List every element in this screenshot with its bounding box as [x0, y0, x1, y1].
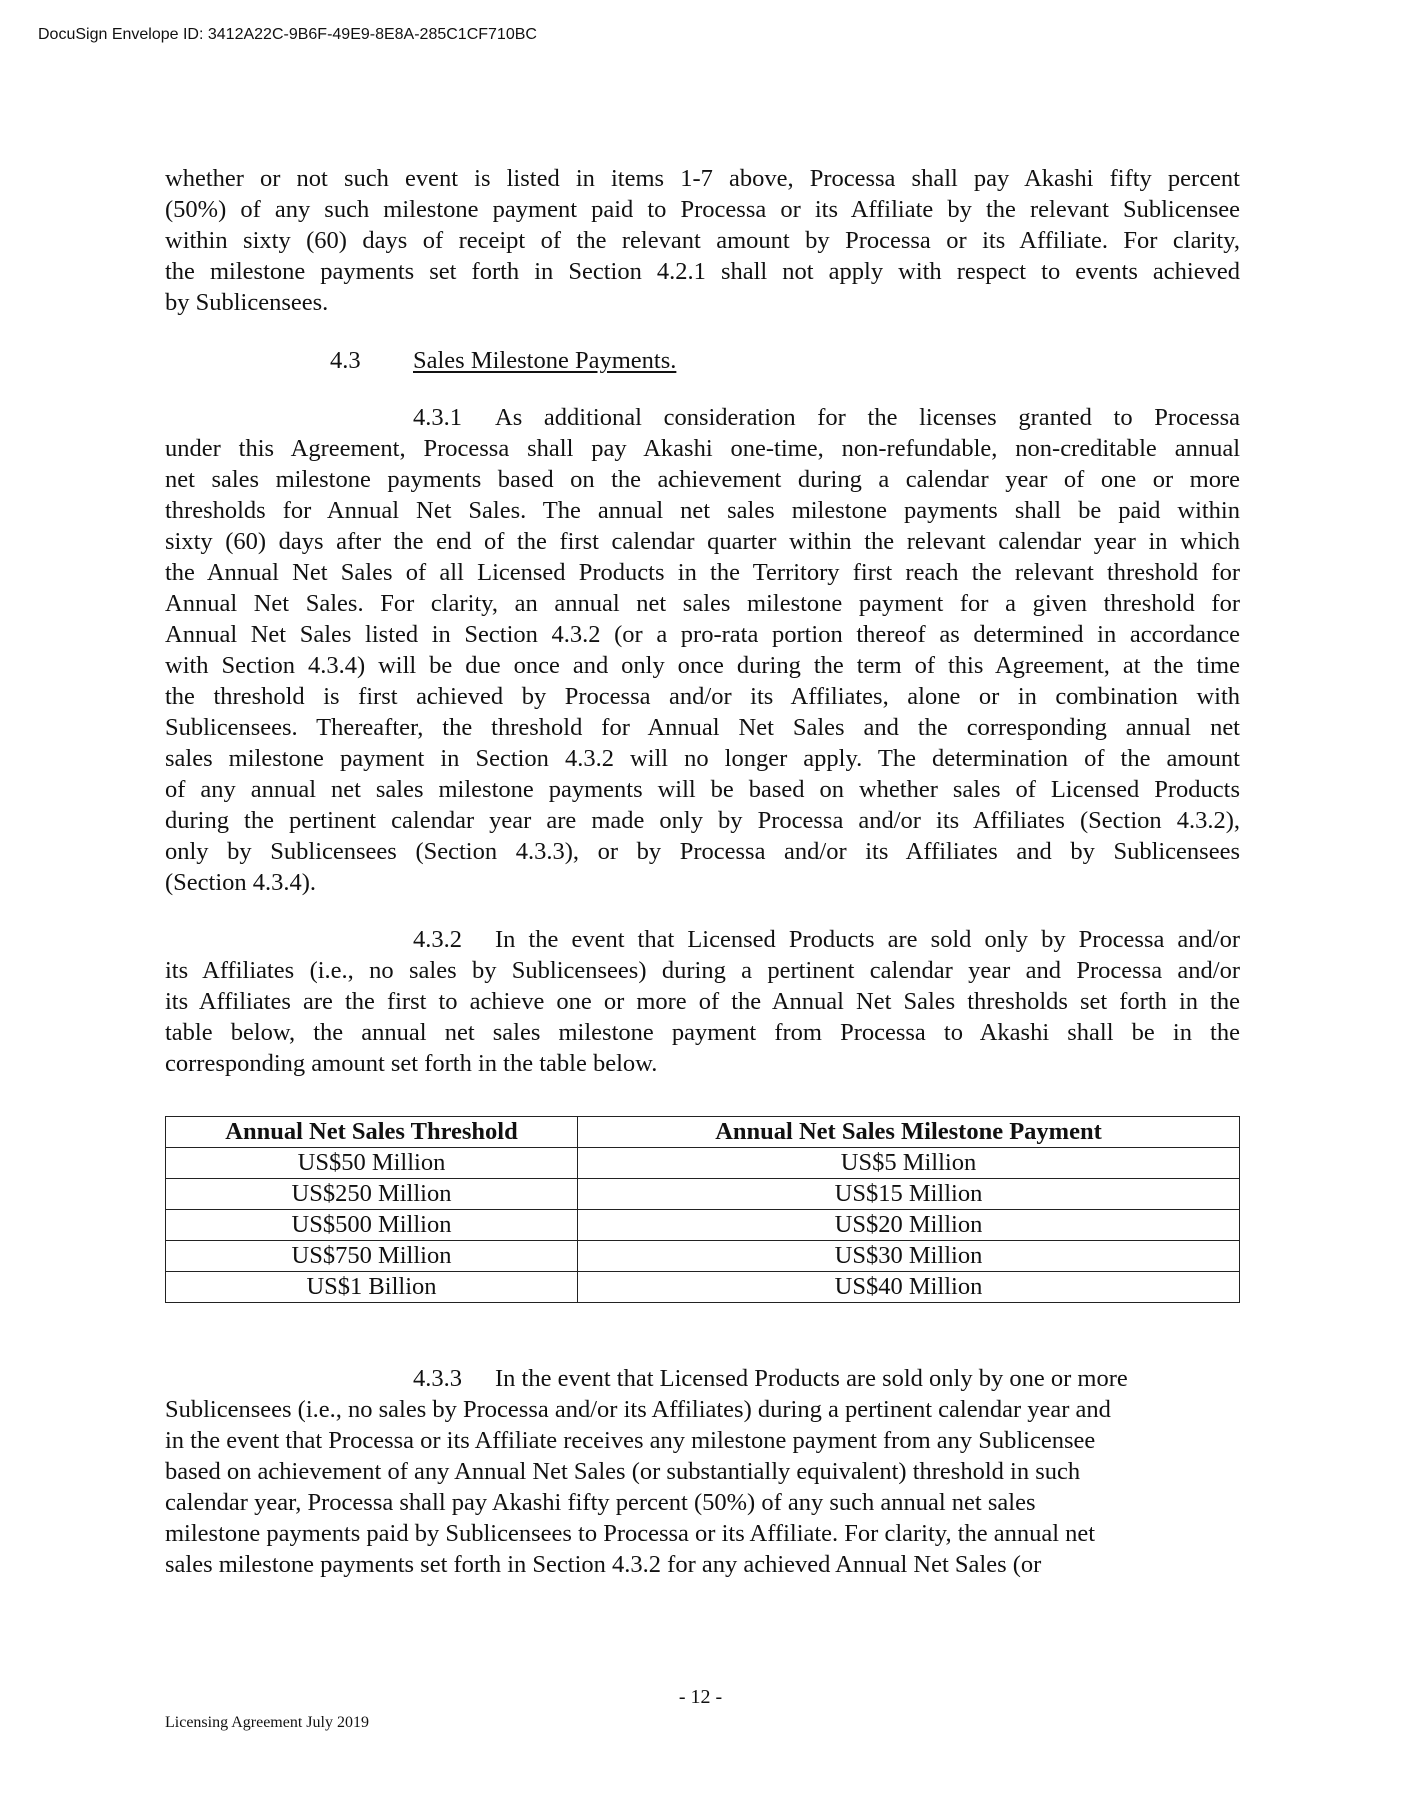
text-line: of any annual net sales milestone payments will be based on whether sales of Licensed Products [165, 776, 1240, 803]
text-line: Annual Net Sales listed in Section 4.3.2 (or a pro-rata portion thereof as determined in accordance [165, 621, 1240, 648]
text-line: under this Agreement, Processa shall pay Akashi one-time, non-refundable, non-creditable annual [165, 435, 1240, 462]
text-line: within sixty (60) days of receipt of the relevant amount by Processa or its Affiliate. For clarity, [165, 227, 1240, 254]
text-line: during the pertinent calendar year are made only by Processa and/or its Affiliates (Section 4.3.2), [165, 807, 1240, 834]
payment-cell: US$20 Million [578, 1210, 1240, 1241]
text-line: only by Sublicensees (Section 4.3.3), or by Processa and/or its Affiliates and by Sublicensees [165, 838, 1240, 865]
first-line-text: In the event that Licensed Products are sold only by Processa and/or [495, 926, 1240, 953]
section-heading [165, 345, 1240, 376]
table-row [166, 1210, 1240, 1241]
threshold-cell: US$50 Million [166, 1148, 578, 1179]
text-line: corresponding amount set forth in the table below. [165, 1050, 658, 1077]
first-line-text: In the event that Licensed Products are sold only by one or more [495, 1365, 1128, 1392]
docusign-envelope-id: DocuSign Envelope ID: 3412A22C-9B6F-49E9-8E8A-285C1CF710BC [38, 26, 537, 43]
payment-cell: US$15 Million [578, 1179, 1240, 1210]
text-line: the Annual Net Sales of all Licensed Products in the Territory first reach the relevant threshold for [165, 559, 1240, 586]
table-row [166, 1272, 1240, 1303]
text-line: calendar year, Processa shall pay Akashi fifty percent (50%) of any such annual net sales [165, 1489, 1036, 1516]
payment-cell: US$5 Million [578, 1148, 1240, 1179]
paragraph-number: 4.3.3 [413, 1365, 462, 1392]
table-header-row [166, 1117, 1240, 1148]
text-line: Sublicensees. Thereafter, the threshold for Annual Net Sales and the corresponding annual net [165, 714, 1240, 741]
text-line: by Sublicensees. [165, 289, 329, 316]
text-line: whether or not such event is listed in items 1-7 above, Processa shall pay Akashi fifty percent [165, 165, 1240, 192]
text-line [165, 1363, 1240, 1394]
first-line-text: As additional consideration for the licenses granted to Processa [495, 404, 1240, 431]
text-line: Annual Net Sales. For clarity, an annual net sales milestone payment for a given threshold for [165, 590, 1240, 617]
text-line: its Affiliates are the first to achieve one or more of the Annual Net Sales thresholds set forth in the [165, 988, 1240, 1015]
text-line: thresholds for Annual Net Sales. The annual net sales milestone payments shall be paid within [165, 497, 1240, 524]
intro-paragraph [165, 163, 1240, 318]
footer-text: Licensing Agreement July 2019 [165, 1714, 369, 1731]
paragraph-number: 4.3.1 [413, 404, 462, 431]
text-line: in the event that Processa or its Affiliate receives any milestone payment from any Sublicensee [165, 1427, 1096, 1454]
text-line: milestone payments paid by Sublicensees to Processa or its Affiliate. For clarity, the annual net [165, 1520, 1096, 1547]
table-row [166, 1148, 1240, 1179]
paragraph-4-3-3 [165, 1363, 1240, 1580]
text-line: its Affiliates (i.e., no sales by Sublicensees) during a pertinent calendar year and Processa and/or [165, 957, 1240, 984]
table-row [166, 1241, 1240, 1272]
page-number: - 12 - [678, 1686, 723, 1708]
paragraph-4-3-2 [165, 924, 1240, 1079]
text-line: (50%) of any such milestone payment paid to Processa or its Affiliate by the relevant Sublicensee [165, 196, 1240, 223]
column-header-threshold: Annual Net Sales Threshold [166, 1117, 578, 1148]
text-line: the milestone payments set forth in Section 4.2.1 shall not apply with respect to events achieved [165, 258, 1240, 285]
threshold-cell: US$250 Million [166, 1179, 578, 1210]
text-line: table below, the annual net sales milestone payment from Processa to Akashi shall be in the [165, 1019, 1240, 1046]
payment-cell: US$30 Million [578, 1241, 1240, 1272]
threshold-cell: US$750 Million [166, 1241, 578, 1272]
document-page [165, 163, 1240, 1580]
text-line: with Section 4.3.4) will be due once and only once during the term of this Agreement, at the time [165, 652, 1240, 679]
threshold-cell: US$500 Million [166, 1210, 578, 1241]
text-line: sixty (60) days after the end of the first calendar quarter within the relevant calendar year in which [165, 528, 1240, 555]
section-title: Sales Milestone Payments. [413, 347, 677, 374]
paragraph-number: 4.3.2 [413, 926, 462, 953]
text-line: the threshold is first achieved by Processa and/or its Affiliates, alone or in combination with [165, 683, 1240, 710]
threshold-cell: US$1 Billion [166, 1272, 578, 1303]
table-row [166, 1179, 1240, 1210]
text-line: Sublicensees (i.e., no sales by Processa and/or its Affiliates) during a pertinent calendar year and [165, 1396, 1111, 1423]
section-number: 4.3 [330, 347, 361, 374]
text-line: sales milestone payments set forth in Section 4.3.2 for any achieved Annual Net Sales (or [165, 1551, 1042, 1578]
text-line: sales milestone payment in Section 4.3.2 will no longer apply. The determination of the amount [165, 745, 1240, 772]
paragraph-4-3-1 [165, 402, 1240, 898]
text-line: (Section 4.3.4). [165, 869, 317, 896]
column-header-payment: Annual Net Sales Milestone Payment [578, 1117, 1240, 1148]
text-line: based on achievement of any Annual Net Sales (or substantially equivalent) threshold in such [165, 1458, 1081, 1485]
payment-cell: US$40 Million [578, 1272, 1240, 1303]
text-line: net sales milestone payments based on the achievement during a calendar year of one or more [165, 466, 1240, 493]
milestone-table [165, 1116, 1240, 1303]
text-line [165, 402, 1240, 433]
text-line [165, 924, 1240, 955]
